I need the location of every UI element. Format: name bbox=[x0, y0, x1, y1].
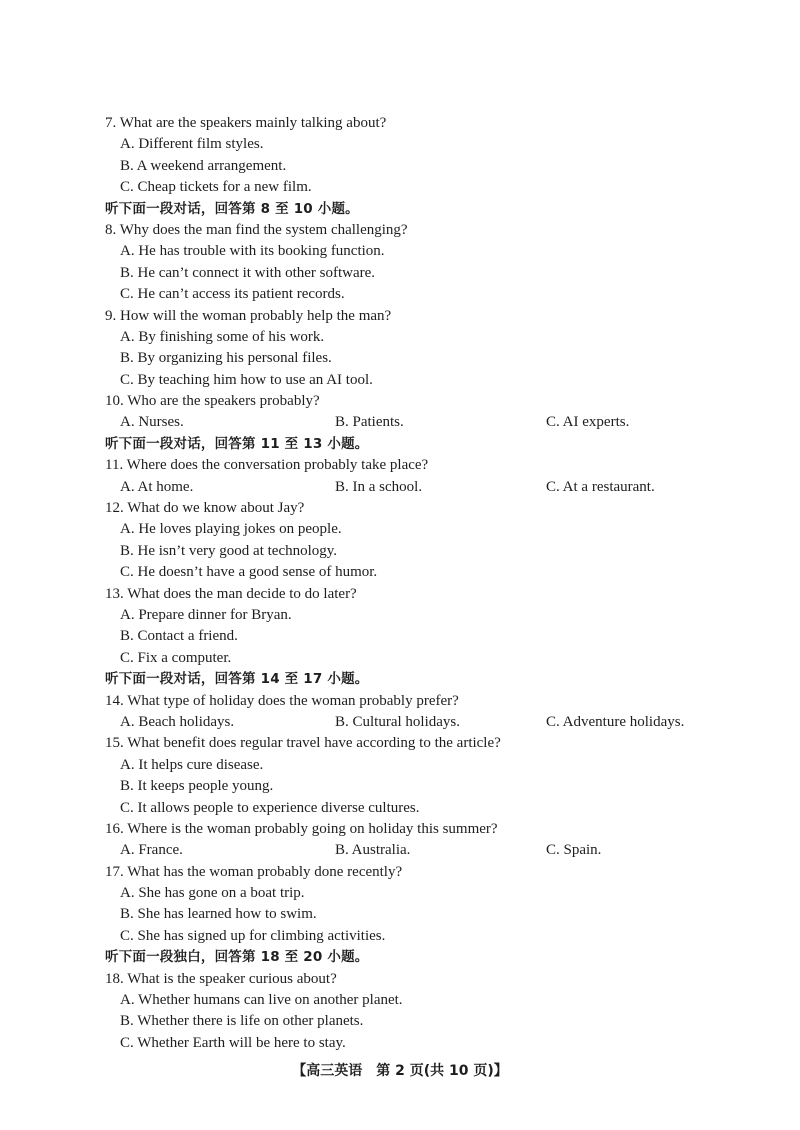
option-text: B. Patients. bbox=[335, 414, 404, 431]
question-stem: 11. Where does the conversation probably take place? bbox=[105, 457, 429, 474]
option-text: A. At home. bbox=[120, 478, 194, 495]
option-text: C. It allows people to experience diverse cultures. bbox=[120, 799, 420, 816]
question-stem: 15. What benefit does regular travel have according to the article? bbox=[105, 735, 501, 752]
option-text: A. Nurses. bbox=[120, 414, 184, 431]
option-text: A. He loves playing jokes on people. bbox=[120, 521, 342, 538]
option-text: C. She has signed up for climbing activities. bbox=[120, 927, 386, 944]
option-text: A. She has gone on a boat trip. bbox=[120, 885, 305, 902]
options-row bbox=[105, 712, 715, 733]
option-text: B. By organizing his personal files. bbox=[120, 350, 332, 367]
options-row bbox=[105, 840, 715, 861]
option-text: C. At a restaurant. bbox=[546, 478, 655, 495]
option-text: C. AI experts. bbox=[546, 414, 630, 431]
option-text: C. He doesn’t have a good sense of humor. bbox=[120, 564, 378, 581]
question-stem: 12. What do we know about Jay? bbox=[105, 500, 305, 517]
option-text: C. By teaching him how to use an AI tool. bbox=[120, 371, 373, 388]
question-stem: 9. How will the woman probably help the man? bbox=[105, 307, 392, 324]
option-text: A. Different film styles. bbox=[120, 136, 264, 153]
option-text: C. Whether Earth will be here to stay. bbox=[120, 1034, 346, 1051]
option-text: B. It keeps people young. bbox=[120, 778, 274, 795]
section-instruction: 听下面一段对话，回答第 8 至 10 小题。 bbox=[105, 200, 359, 217]
option-text: A. Whether humans can live on another planet. bbox=[120, 992, 403, 1009]
option-text: B. He isn’t very good at technology. bbox=[120, 542, 338, 559]
question-stem: 13. What does the man decide to do later? bbox=[105, 585, 357, 602]
question-stem: 18. What is the speaker curious about? bbox=[105, 970, 337, 987]
option-text: A. He has trouble with its booking function. bbox=[120, 243, 385, 260]
section-instruction: 听下面一段对话，回答第 14 至 17 小题。 bbox=[105, 671, 369, 688]
option-text: B. A weekend arrangement. bbox=[120, 157, 287, 174]
question-stem: 7. What are the speakers mainly talking about? bbox=[105, 115, 387, 131]
question-stem: 17. What has the woman probably done recently? bbox=[105, 863, 403, 880]
option-text: A. Beach holidays. bbox=[120, 713, 235, 730]
option-text: C. Spain. bbox=[546, 842, 602, 859]
section-instruction: 听下面一段独白，回答第 18 至 20 小题。 bbox=[105, 949, 369, 966]
option-text: B. Cultural holidays. bbox=[335, 713, 460, 730]
option-text: B. In a school. bbox=[335, 478, 423, 495]
option-text: B. He can’t connect it with other software. bbox=[120, 264, 376, 281]
option-text: C. Cheap tickets for a new film. bbox=[120, 179, 312, 196]
option-text: A. It helps cure disease. bbox=[120, 756, 264, 773]
option-text: A. France. bbox=[120, 842, 183, 859]
option-text: B. Australia. bbox=[335, 842, 411, 859]
question-stem: 10. Who are the speakers probably? bbox=[105, 393, 320, 410]
option-text: C. Adventure holidays. bbox=[546, 713, 685, 730]
option-text: B. Whether there is life on other planets. bbox=[120, 1013, 364, 1030]
option-text: A. By finishing some of his work. bbox=[120, 328, 325, 345]
question-stem: 16. Where is the woman probably going on holiday this summer? bbox=[105, 820, 498, 837]
question-list bbox=[105, 113, 715, 1054]
section-instruction: 听下面一段对话，回答第 11 至 13 小题。 bbox=[105, 435, 369, 452]
option-text: A. Prepare dinner for Bryan. bbox=[120, 606, 292, 623]
options-row bbox=[105, 477, 715, 498]
option-text: C. He can’t access its patient records. bbox=[120, 286, 345, 303]
option-text: B. Contact a friend. bbox=[120, 628, 238, 645]
options-row bbox=[105, 412, 715, 433]
page-footer: 【高三英语 第 2 页(共 10 页)】 bbox=[292, 1063, 508, 1079]
option-text: C. Fix a computer. bbox=[120, 649, 232, 666]
question-stem: 8. Why does the man find the system challenging? bbox=[105, 221, 408, 238]
question-stem: 14. What type of holiday does the woman probably prefer? bbox=[105, 692, 459, 709]
option-text: B. She has learned how to swim. bbox=[120, 906, 317, 923]
